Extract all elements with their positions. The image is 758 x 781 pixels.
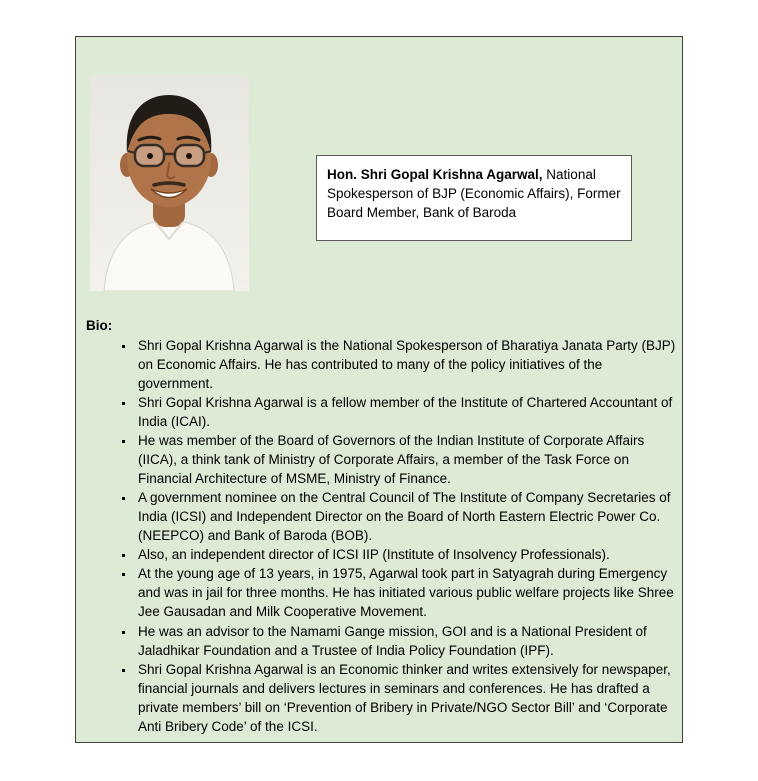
bio-bullet-item: ▪ A government nominee on the Central Council of The Institute of Company Secretaries of India (ICSI) and Independent Director on the Board of North Eastern Electric Power Co. (NEEPCO) and Bank of Baroda (BOB). <box>135 488 677 545</box>
person-title: National Spokesperson of BJP (Economic Affairs), Former Board Member, Bank of Baroda <box>327 167 621 221</box>
bio-bullet-item: ▪ At the young age of 13 years, in 1975, Agarwal took part in Satyagrah during Emergency and was in jail for three months. He has initiated various public welfare projects like Shree Jee Gausadan and Milk Cooperative Movement. <box>135 564 677 621</box>
name-title-box <box>316 155 632 241</box>
bio-bullet-item: ▪ Shri Gopal Krishna Agarwal is a fellow member of the Institute of Chartered Accountant of India (ICAI). <box>135 393 677 431</box>
profile-card <box>75 36 683 743</box>
bio-bullet-item: ▪ Shri Gopal Krishna Agarwal is the National Spokesperson of Bharatiya Janata Party (BJP) on Economic Affairs. He has contributed to many of the policy initiatives of the government. <box>135 336 677 393</box>
portrait-photo <box>90 75 249 291</box>
bio-bullet-item: ▪ He was member of the Board of Governors of the Indian Institute of Corporate Affairs (IICA), a think tank of Ministry of Corporate Affairs, a member of the Task Force on Financial Architecture of MSME, Ministry of Finance. <box>135 431 677 488</box>
bio-heading: Bio: <box>86 318 113 333</box>
portrait-illustration <box>90 75 249 291</box>
bio-bullet-item: ▪ Also, an independent director of ICSI IIP (Institute of Insolvency Professionals). <box>135 545 677 564</box>
bio-list <box>86 336 677 736</box>
bio-bullet-item: ▪ Shri Gopal Krishna Agarwal is an Economic thinker and writes extensively for newspaper, financial journals and delivers lectures in seminars and conferences. He has drafted a private members’ bill on ‘Prevention of Bribery in Private/NGO Sector Bill’ and ‘Corporate Anti Bribery Code’ of the ICSI. <box>135 660 677 736</box>
bio-bullet-item: ▪ He was an advisor to the Namami Gange mission, GOI and is a National President of Jaladhikar Foundation and a Trustee of India Policy Foundation (IPF). <box>135 622 677 660</box>
bio-section <box>86 316 677 736</box>
person-name: Hon. Shri Gopal Krishna Agarwal, <box>327 167 543 182</box>
